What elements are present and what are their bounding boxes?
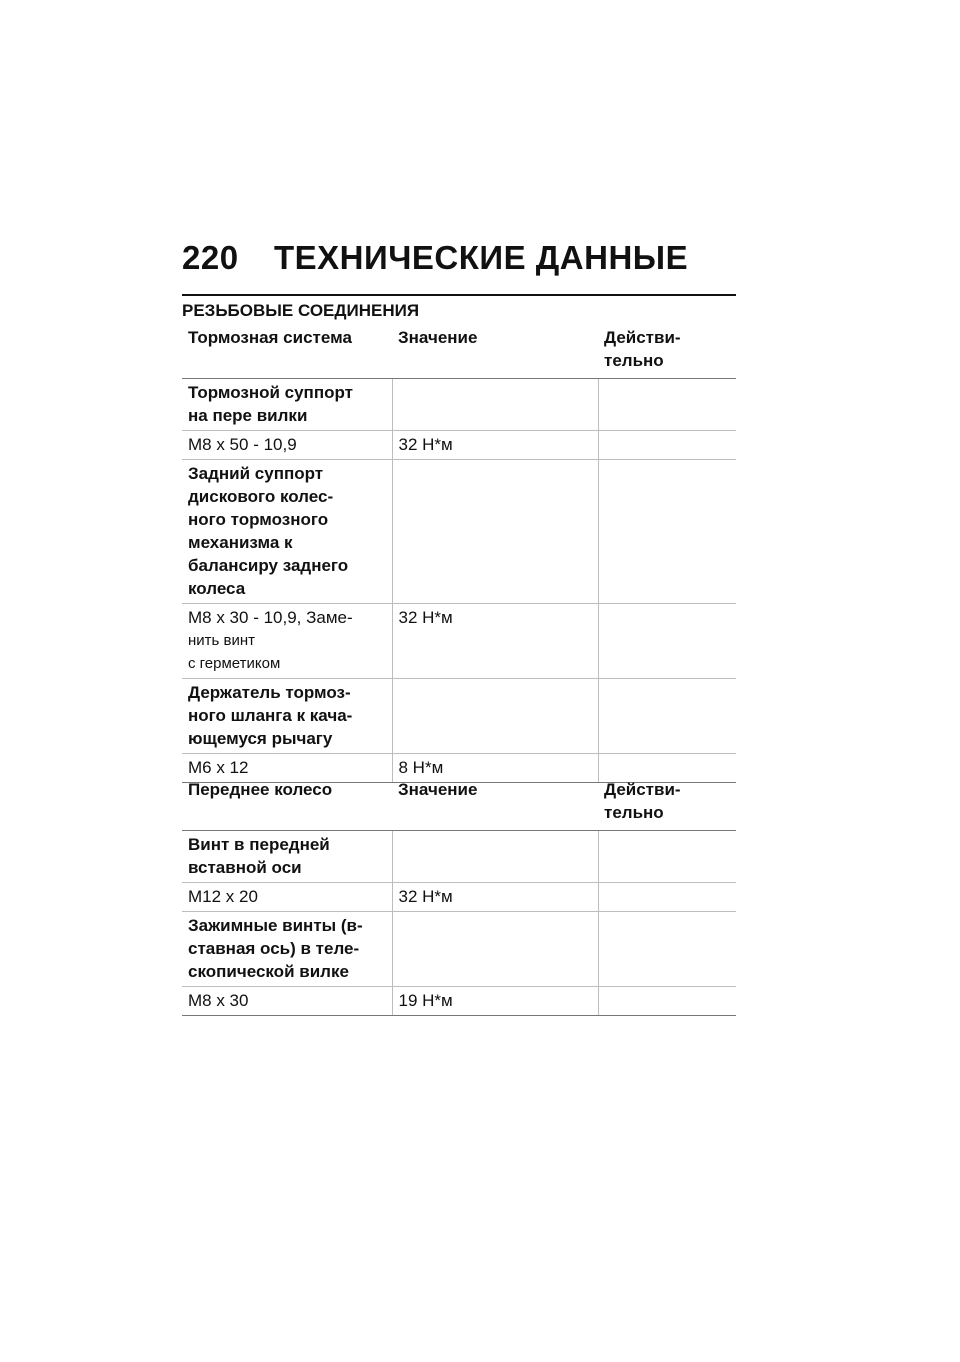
- component-name: Задний суппорт дискового колес- ного тормозного механизма к балансиру заднего колеса: [182, 460, 392, 604]
- empty-cell: [392, 912, 598, 987]
- torque-value: 32 Н*м: [392, 431, 598, 460]
- column-header-component: Тормозная система: [182, 320, 392, 379]
- column-header-value: Значение: [392, 772, 598, 831]
- column-header-valid: Действи- тельно: [598, 772, 736, 831]
- component-name: Тормозной суппорт на пере вилки: [182, 379, 392, 431]
- torque-value: 19 Н*м: [392, 987, 598, 1016]
- empty-cell: [392, 379, 598, 431]
- column-header-valid: Действи- тельно: [598, 320, 736, 379]
- table-header-row: [182, 320, 736, 379]
- empty-cell: [392, 460, 598, 604]
- component-name: Держатель тормоз- ного шланга к кача- ющемуся рычагу: [182, 679, 392, 754]
- fastener-spec: М12 x 20: [182, 883, 392, 912]
- table-row-spec: [182, 604, 736, 679]
- empty-cell: [392, 831, 598, 883]
- section-title: РЕЗЬБОВЫЕ СОЕДИНЕНИЯ: [182, 294, 736, 322]
- torque-value: 8 Н*м: [392, 754, 598, 783]
- valid-cell: [598, 831, 736, 883]
- fastener-spec: М6 x 12: [182, 754, 392, 783]
- table-row-spec: [182, 883, 736, 912]
- component-name: Винт в передней вставной оси: [182, 831, 392, 883]
- valid-cell: [598, 679, 736, 754]
- valid-cell: [598, 912, 736, 987]
- table-row-component: [182, 679, 736, 754]
- table-row-spec: [182, 987, 736, 1016]
- empty-cell: [598, 987, 736, 1016]
- empty-cell: [598, 604, 736, 679]
- empty-cell: [598, 431, 736, 460]
- valid-cell: [598, 379, 736, 431]
- torque-value: 32 Н*м: [392, 883, 598, 912]
- front-wheel-torque-table: [182, 772, 736, 1016]
- column-header-component: Переднее колесо: [182, 772, 392, 831]
- empty-cell: [392, 679, 598, 754]
- empty-cell: [598, 883, 736, 912]
- table-header-row: [182, 772, 736, 831]
- component-name: Зажимные винты (в- ставная ось) в теле- скопической вилке: [182, 912, 392, 987]
- brakes-torque-table: [182, 320, 736, 783]
- table-row-component: [182, 460, 736, 604]
- table-row-component: [182, 912, 736, 987]
- fastener-spec: М8 x 50 - 10,9: [182, 431, 392, 460]
- valid-cell: [598, 460, 736, 604]
- page-number: 220: [182, 239, 239, 276]
- chapter-title: ТЕХНИЧЕСКИЕ ДАННЫЕ: [274, 239, 689, 276]
- table-row-component: [182, 831, 736, 883]
- table-row-component: [182, 379, 736, 431]
- fastener-spec: М8 x 30: [182, 987, 392, 1016]
- page-header: [182, 238, 736, 278]
- column-header-value: Значение: [392, 320, 598, 379]
- torque-value: 32 Н*м: [392, 604, 598, 679]
- table-row-spec: [182, 431, 736, 460]
- fastener-spec: М8 x 30 - 10,9, Заме- нить винт с герметиком: [182, 604, 392, 679]
